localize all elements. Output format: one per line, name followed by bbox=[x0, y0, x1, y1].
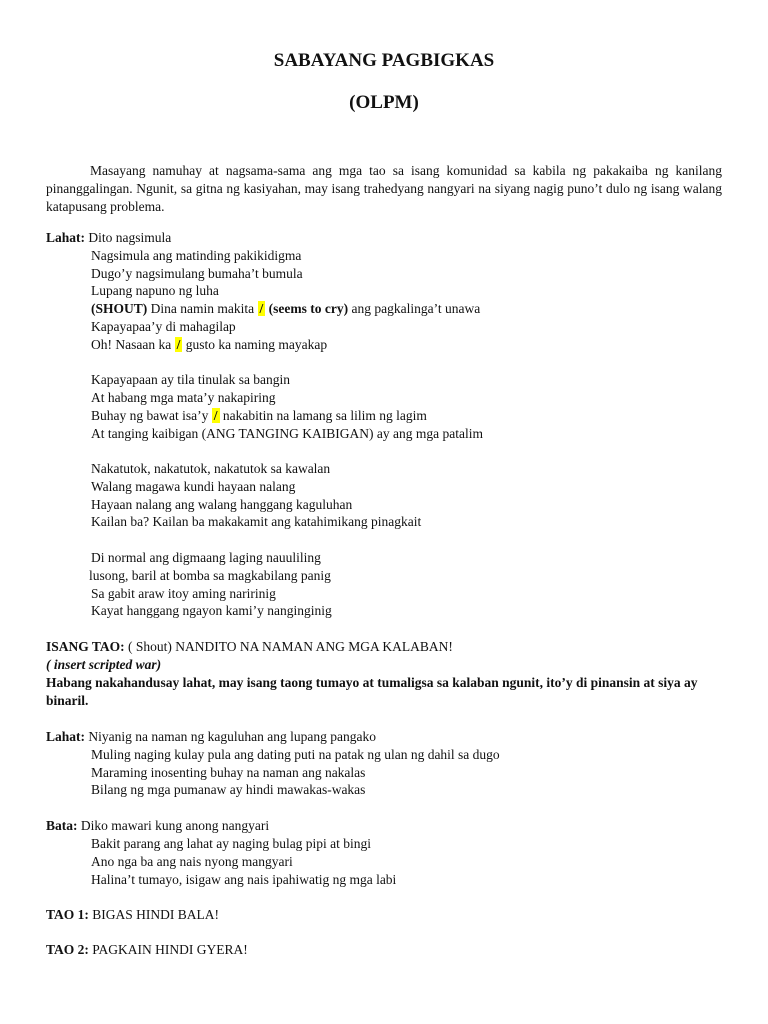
verse-line bbox=[91, 336, 327, 354]
pause-slash-marker: / bbox=[176, 337, 181, 352]
verse-line: Hayaan nalang ang walang hanggang kaguluhan bbox=[91, 497, 353, 512]
verse-text: ang pagkalinga’t unawa bbox=[351, 301, 481, 316]
verse-line bbox=[46, 638, 453, 656]
verse-line bbox=[46, 817, 269, 835]
verse-line: Bakit parang ang lahat ay naging bulag pipi at bingi bbox=[91, 836, 372, 851]
intro-paragraph: Masayang namuhay at nagsama-sama ang mga tao sa isang komunidad sa kabila ng pakakaiba ng kanilang pinanggalingan. Ngunit, sa gitna ng kasiyahan, may isang trahedyang nangyari na siyang nagig puno’t dulo ng isang walang katapusang problema. bbox=[46, 163, 722, 214]
verse-line: Kapayapaa’y di mahagilap bbox=[91, 319, 236, 334]
stage-direction-shout: (SHOUT) bbox=[91, 301, 148, 316]
pause-slash-marker: / bbox=[259, 301, 264, 316]
narration-paragraph: Habang nakahandusay lahat, may isang taong tumayo at tumaligsa sa kalaban ngunit, ito’y di pinansin at siya ay binaril. bbox=[46, 675, 698, 708]
verse-text: gusto ka naming mayakap bbox=[185, 337, 328, 352]
verse-line: Kailan ba? Kailan ba makakamit ang katahimikang pinagkait bbox=[91, 514, 422, 529]
verse-text: Buhay ng bawat isa’y bbox=[91, 408, 209, 423]
verse-line bbox=[46, 906, 219, 924]
verse-line: Muling naging kulay pula ang dating puti na patak ng ulan ng dahil sa dugo bbox=[91, 747, 500, 762]
stage-direction-cry: (seems to cry) bbox=[268, 301, 349, 316]
verse-text: nakabitin na lamang sa lilim ng lagim bbox=[222, 408, 427, 423]
verse-line: Ano nga ba ang nais nyong mangyari bbox=[91, 854, 293, 869]
verse-line: Walang magawa kundi hayaan nalang bbox=[91, 479, 296, 494]
verse-text: Niyanig na naman ng kaguluhan ang lupang pangako bbox=[88, 729, 376, 744]
speaker-label: Bata: bbox=[46, 818, 78, 833]
speaker-label: TAO 1: bbox=[46, 907, 89, 922]
verse-line bbox=[46, 941, 248, 959]
verse-line: Maraming inosenting buhay na naman ang nakalas bbox=[91, 765, 366, 780]
verse-line bbox=[46, 229, 171, 247]
document-title: SABAYANG PAGBIGKAS bbox=[273, 50, 495, 71]
verse-text: ( Shout) NANDITO NA NAMAN ANG MGA KALABAN! bbox=[128, 639, 453, 654]
speaker-label: Lahat: bbox=[46, 230, 86, 245]
verse-line: At habang mga mata’y nakapiring bbox=[91, 390, 276, 405]
verse-line bbox=[91, 300, 480, 318]
verse-line bbox=[46, 728, 376, 746]
verse-line: Kayat hanggang ngayon kami’y nanginginig bbox=[91, 603, 332, 618]
verse-text: Diko mawari kung anong nangyari bbox=[80, 818, 270, 833]
speaker-label: TAO 2: bbox=[46, 942, 89, 957]
verse-line bbox=[91, 407, 427, 425]
verse-text: PAGKAIN HINDI GYERA! bbox=[92, 942, 248, 957]
stage-direction: ( insert scripted war) bbox=[46, 657, 162, 672]
verse-line: Nakatutok, nakatutok, nakatutok sa kawalan bbox=[91, 461, 331, 476]
pause-slash-marker: / bbox=[213, 408, 218, 423]
document-subtitle: (OLPM) bbox=[349, 92, 419, 113]
verse-line: Halina’t tumayo, isigaw ang nais ipahiwatig ng mga labi bbox=[91, 872, 397, 887]
verse-line: Kapayapaan ay tila tinulak sa bangin bbox=[91, 372, 291, 387]
speaker-label: Lahat: bbox=[46, 729, 86, 744]
verse-text: Oh! Nasaan ka bbox=[91, 337, 172, 352]
verse-line: Lupang napuno ng luha bbox=[91, 283, 219, 298]
verse-line: Dugo’y nagsimulang bumaha’t bumula bbox=[91, 266, 303, 281]
verse-text: BIGAS HINDI BALA! bbox=[92, 907, 219, 922]
verse-line: Sa gabit araw itoy aming naririnig bbox=[91, 586, 276, 601]
verse-line: Bilang ng mga pumanaw ay hindi mawakas-wakas bbox=[91, 782, 366, 797]
verse-line: lusong, baril at bomba sa magkabilang panig bbox=[89, 568, 331, 583]
speaker-label: ISANG TAO: bbox=[46, 639, 125, 654]
verse-line: At tanging kaibigan (ANG TANGING KAIBIGAN) ay ang mga patalim bbox=[91, 426, 483, 441]
verse-line: Di normal ang digmaang laging nauuliling bbox=[91, 550, 321, 565]
verse-text: Dito nagsimula bbox=[88, 230, 172, 245]
verse-text: Dina namin makita bbox=[150, 301, 255, 316]
verse-line: Nagsimula ang matinding pakikidigma bbox=[91, 248, 302, 263]
